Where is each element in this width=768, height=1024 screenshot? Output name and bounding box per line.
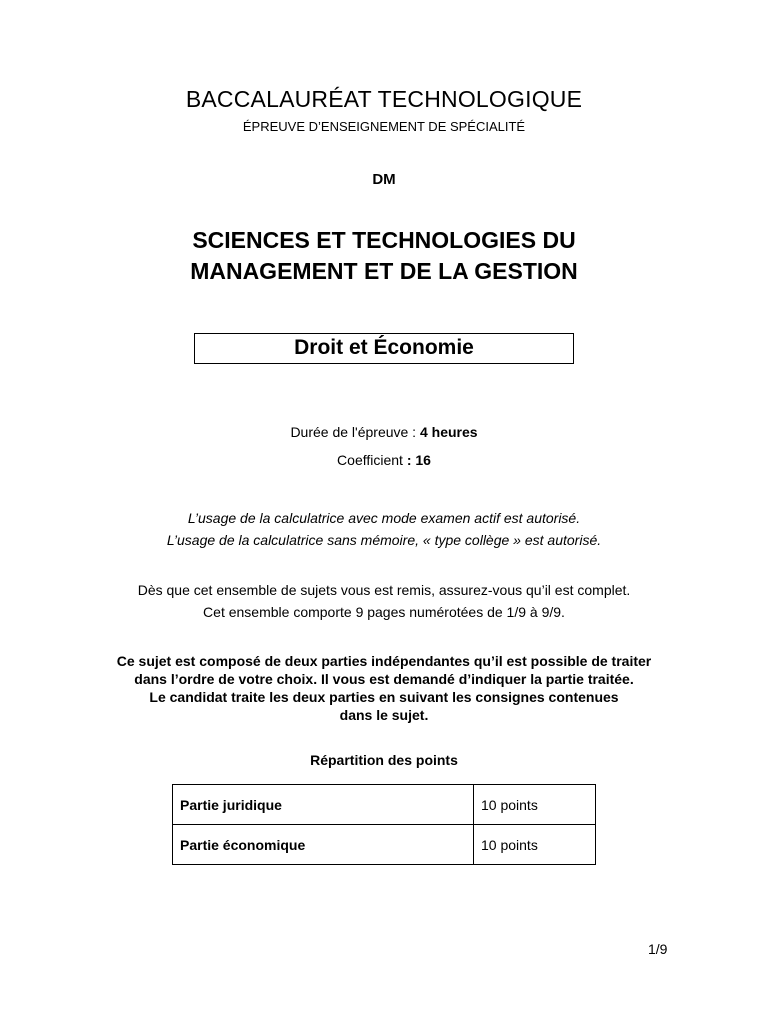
coefficient-label: Coefficient — [337, 452, 407, 468]
table-row — [173, 825, 596, 865]
part-points: 10 points — [474, 785, 596, 825]
coefficient-value: : 16 — [406, 452, 431, 468]
exam-type: BACCALAURÉAT TECHNOLOGIQUE — [185, 86, 583, 112]
instructions — [0, 652, 768, 724]
title-line-2: MANAGEMENT ET DE LA GESTION — [190, 258, 578, 284]
calculator-rule-2: L’usage de la calculatrice sans mémoire, « type collège » est autorisé. — [166, 532, 602, 548]
duration — [0, 424, 768, 440]
subject-code: DM — [372, 171, 396, 188]
table-row — [173, 785, 596, 825]
part-points: 10 points — [474, 825, 596, 865]
calculator-rules — [0, 507, 768, 551]
title-line-1: SCIENCES ET TECHNOLOGIES DU — [192, 227, 576, 253]
instructions-line-3: Le candidat traite les deux parties en suivant les consignes contenues — [149, 689, 619, 705]
instructions-line-1: Ce sujet est composé de deux parties indépendantes qu’il est possible de traiter — [116, 653, 652, 669]
completeness-notice — [0, 579, 768, 623]
coefficient — [0, 452, 768, 468]
page-number: 1/9 — [648, 941, 668, 957]
duration-label: Durée de l'épreuve : — [290, 424, 420, 440]
points-heading: Répartition des points — [310, 752, 458, 768]
subject-box: Droit et Économie — [194, 333, 574, 364]
notice-line-1: Dès que cet ensemble de sujets vous est remis, assurez-vous qu’il est complet. — [137, 582, 631, 598]
part-name: Partie juridique — [173, 785, 474, 825]
page-title — [0, 225, 768, 287]
exam-subtype: ÉPREUVE D’ENSEIGNEMENT DE SPÉCIALITÉ — [242, 119, 526, 134]
calculator-rule-1: L’usage de la calculatrice avec mode examen actif est autorisé. — [187, 510, 581, 526]
duration-value: 4 heures — [419, 424, 478, 440]
instructions-line-2: dans l’ordre de votre choix. Il vous est demandé d’indiquer la partie traitée. — [134, 671, 634, 687]
notice-line-2: Cet ensemble comporte 9 pages numérotées de 1/9 à 9/9. — [203, 604, 565, 620]
part-name: Partie économique — [173, 825, 474, 865]
instructions-line-4: dans le sujet. — [339, 707, 429, 723]
points-table — [172, 784, 596, 865]
